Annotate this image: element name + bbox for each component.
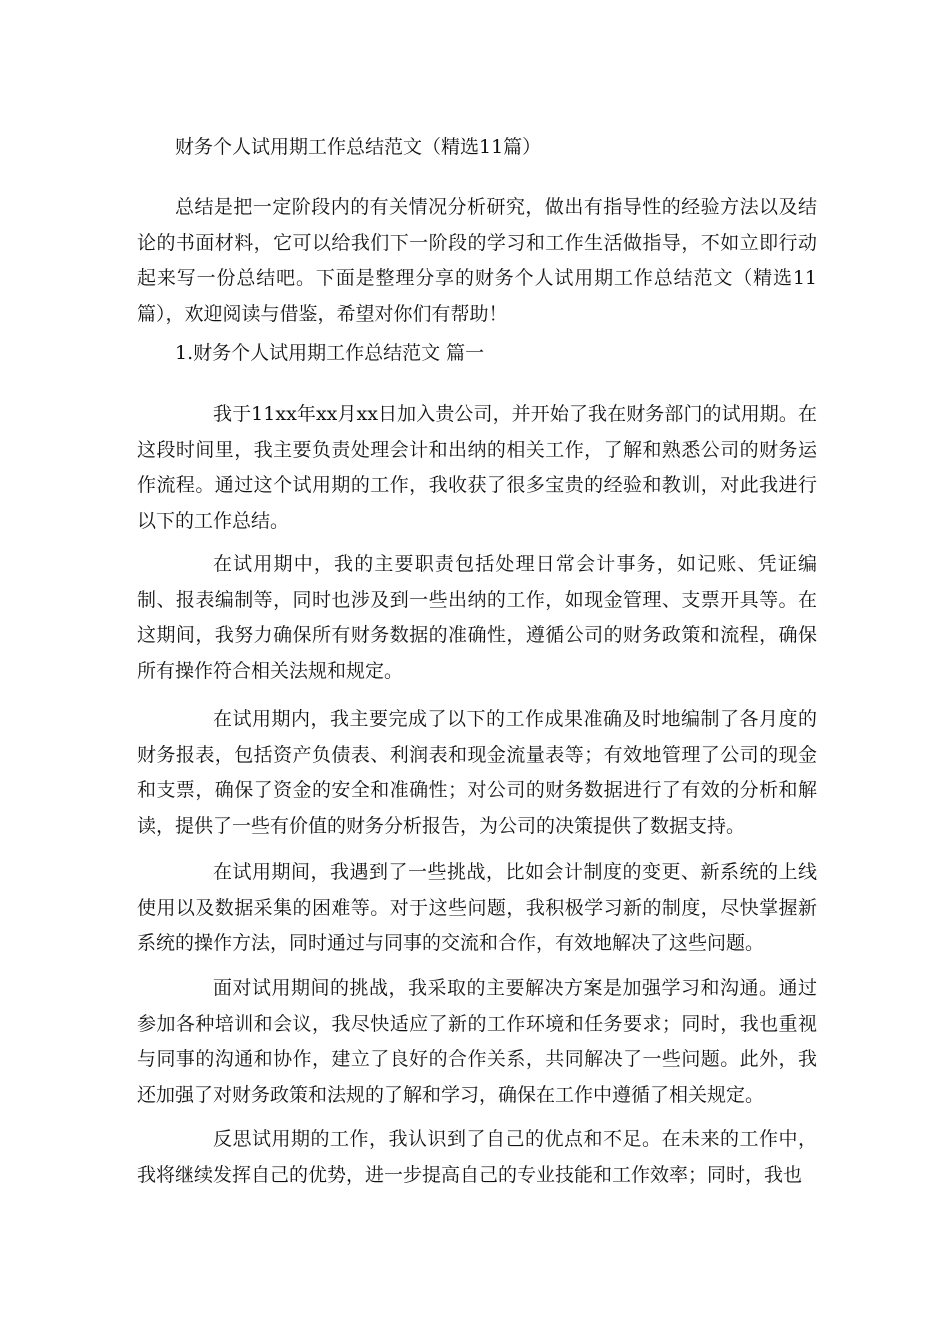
intro-paragraph: 总结是把一定阶段内的有关情况分析研究，做出有指导性的经验方法以及结论的书面材料，它可以给我们下一阶段的学习和工作生活做指导，不如立即行动起来写一份总结吧。下面是整理分享的财务个人试用期工作总结范文（精选11篇），欢迎阅读与借鉴，希望对你们有帮助！	[137, 196, 817, 325]
body-paragraph-2: 在试用期中，我的主要职责包括处理日常会计事务，如记账、凭证编制、报表编制等，同时也涉及到一些出纳的工作，如现金管理、支票开具等。在这期间，我努力确保所有财务数据的准确性，遵循公司的财务政策和流程，确保所有操作符合相关法规和规定。	[137, 553, 817, 682]
body-paragraph-5: 面对试用期间的挑战，我采取的主要解决方案是加强学习和沟通。通过参加各种培训和会议，我尽快适应了新的工作环境和任务要求；同时，我也重视与同事的沟通和协作，建立了良好的合作关系，共同解决了一些问题。此外，我还加强了对财务政策和法规的了解和学习，确保在工作中遵循了相关规定。	[137, 977, 817, 1106]
body-paragraph-1: 我于11xx年xx月xx日加入贵公司，并开始了我在财务部门的试用期。在这段时间里，我主要负责处理会计和出纳的相关工作，了解和熟悉公司的财务运作流程。通过这个试用期的工作，我收获了很多宝贵的经验和教训，对此我进行以下的工作总结。	[137, 403, 817, 532]
document-title: 财务个人试用期工作总结范文（精选11篇）	[175, 136, 542, 158]
body-paragraph-6: 反思试用期的工作，我认识到了自己的优点和不足。在未来的工作中，我将继续发挥自己的优势，进一步提高自己的专业技能和工作效率；同时，我也	[137, 1128, 817, 1186]
body-paragraph-4: 在试用期间，我遇到了一些挑战，比如会计制度的变更、新系统的上线使用以及数据采集的困难等。对于这些问题，我积极学习新的制度，尽快掌握新系统的操作方法，同时通过与同事的交流和合作，有效地解决了这些问题。	[137, 861, 817, 954]
section-heading: 1.财务个人试用期工作总结范文 篇一	[175, 342, 485, 364]
body-paragraph-3: 在试用期内，我主要完成了以下的工作成果准确及时地编制了各月度的财务报表，包括资产负债表、利润表和现金流量表等；有效地管理了公司的现金和支票，确保了资金的安全和准确性；对公司的财务数据进行了有效的分析和解读，提供了一些有价值的财务分析报告，为公司的决策提供了数据支持。	[137, 708, 817, 837]
